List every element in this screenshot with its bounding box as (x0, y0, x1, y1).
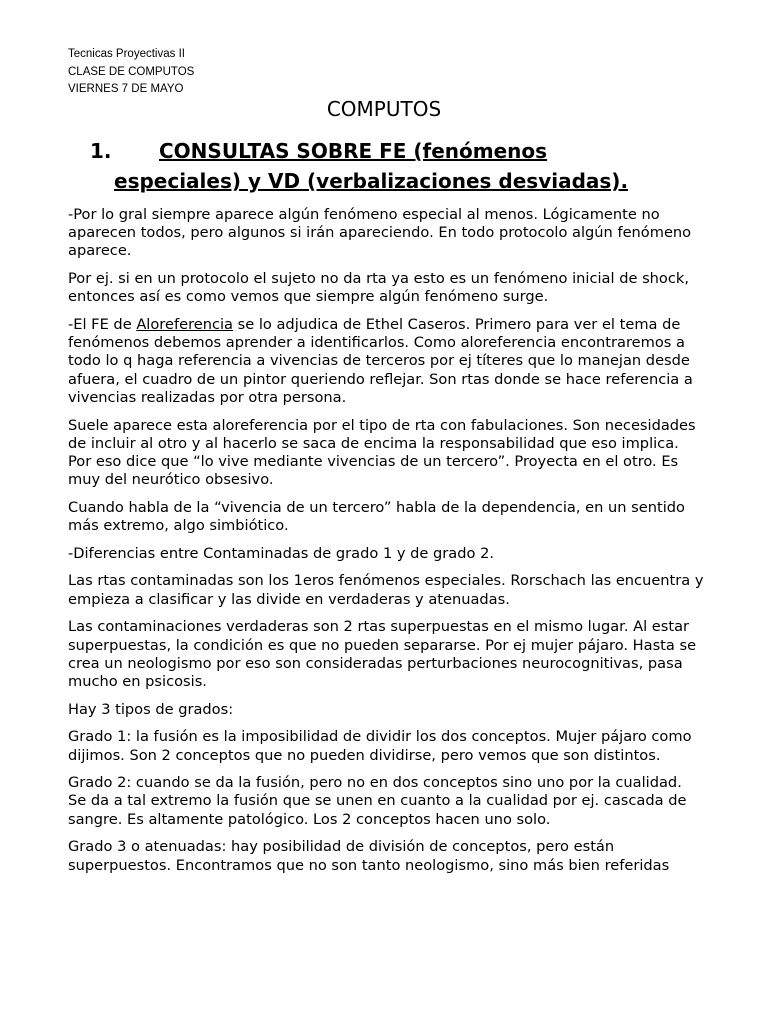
paragraph: Suele aparece esta aloreferencia por el tipo de rta con fabulaciones. Son necesidades de incluir al otro y al hacerlo se saca de encima la responsabilidad que eso implica. Por eso dice que “lo vive mediante vivencias de un tercero”. Proyecta en el otro. Es muy del neurótico obsesivo. (68, 416, 696, 489)
document-header (68, 46, 194, 99)
paragraph: Cuando habla de la “vivencia de un tercero” habla de la dependencia, en un sentido más extremo, algo simbiótico. (68, 498, 685, 535)
class-name: CLASE DE COMPUTOS (68, 65, 195, 78)
section-number: 1. (90, 139, 112, 163)
paragraph: Grado 1: la fusión es la imposibilidad de dividir los dos conceptos. Mujer pájaro como dijimos. Son 2 conceptos que no pueden dividirse, pero vemos que son distintos. (68, 728, 692, 764)
paragraph-text: se lo adjudica de Ethel Caseros. Primero para ver el tema de fenómenos debemos aprender a identificarlos. Como aloreferencia encontraremos a todo lo q haga referencia a vivencias de terceros por ej títeres que lo manejan desde afuera, el cuadro de un pintor queriendo reflejar. Son rtas donde se hace referencia a vivencias realizadas por otra persona. (68, 316, 693, 406)
paragraph: Las contaminaciones verdaderas son 2 rtas superpuestas en el mismo lugar. Al estar superpuestas, la condición es que no pueden separarse. Por ej mujer pájaro. Hasta se crea un neologismo por eso son consideradas perturbaciones neurocognitivas, pasa mucho en psicosis. (68, 618, 697, 690)
class-date: VIERNES 7 DE MAYO (68, 83, 184, 95)
paragraph: -Por lo gral siempre aparece algún fenómeno especial al menos. Lógicamente no aparecen todos, pero algunos si irán apareciendo. En todo protocolo algún fenómeno aparece. (68, 206, 692, 260)
paragraph: Grado 2: cuando se da la fusión, pero no en dos conceptos sino uno por la cualidad. Se da a tal extremo la fusión que se unen en cuanto a la cualidad por ej. cascada de sangre. Es altamente patológico. Los 2 conceptos hacen uno solo. (68, 774, 687, 828)
paragraph: Grado 3 o atenuadas: hay posibilidad de división de conceptos, pero están superpuestos. Encontramos que no son tanto neologismo, sino más bien referidas (68, 838, 670, 874)
document-body (68, 206, 704, 884)
document-title: COMPUTOS (326, 97, 442, 121)
paragraph (68, 316, 704, 407)
section-heading-line-2: especiales) y VD (verbalizaciones desviadas). (114, 169, 629, 193)
paragraph: Hay 3 tipos de grados: (68, 700, 234, 718)
section-heading-line-1: CONSULTAS SOBRE FE (fenómenos (159, 139, 548, 163)
paragraph: -Diferencias entre Contaminadas de grado 1 y de grado 2. (68, 544, 494, 562)
paragraph-text: -El FE de (68, 316, 137, 334)
course-name: Tecnicas Proyectivas II (68, 48, 185, 60)
paragraph: Las rtas contaminadas son los 1eros fenómenos especiales. Rorschach las encuentra y empieza a clasificar y las divide en verdaderas y atenuadas. (68, 572, 704, 608)
underlined-term: Aloreferencia (136, 316, 233, 334)
paragraph: Por ej. si en un protocolo el sujeto no da rta ya esto es un fenómeno inicial de shock, entonces así es como vemos que siempre algún fenómeno surge. (68, 270, 689, 306)
